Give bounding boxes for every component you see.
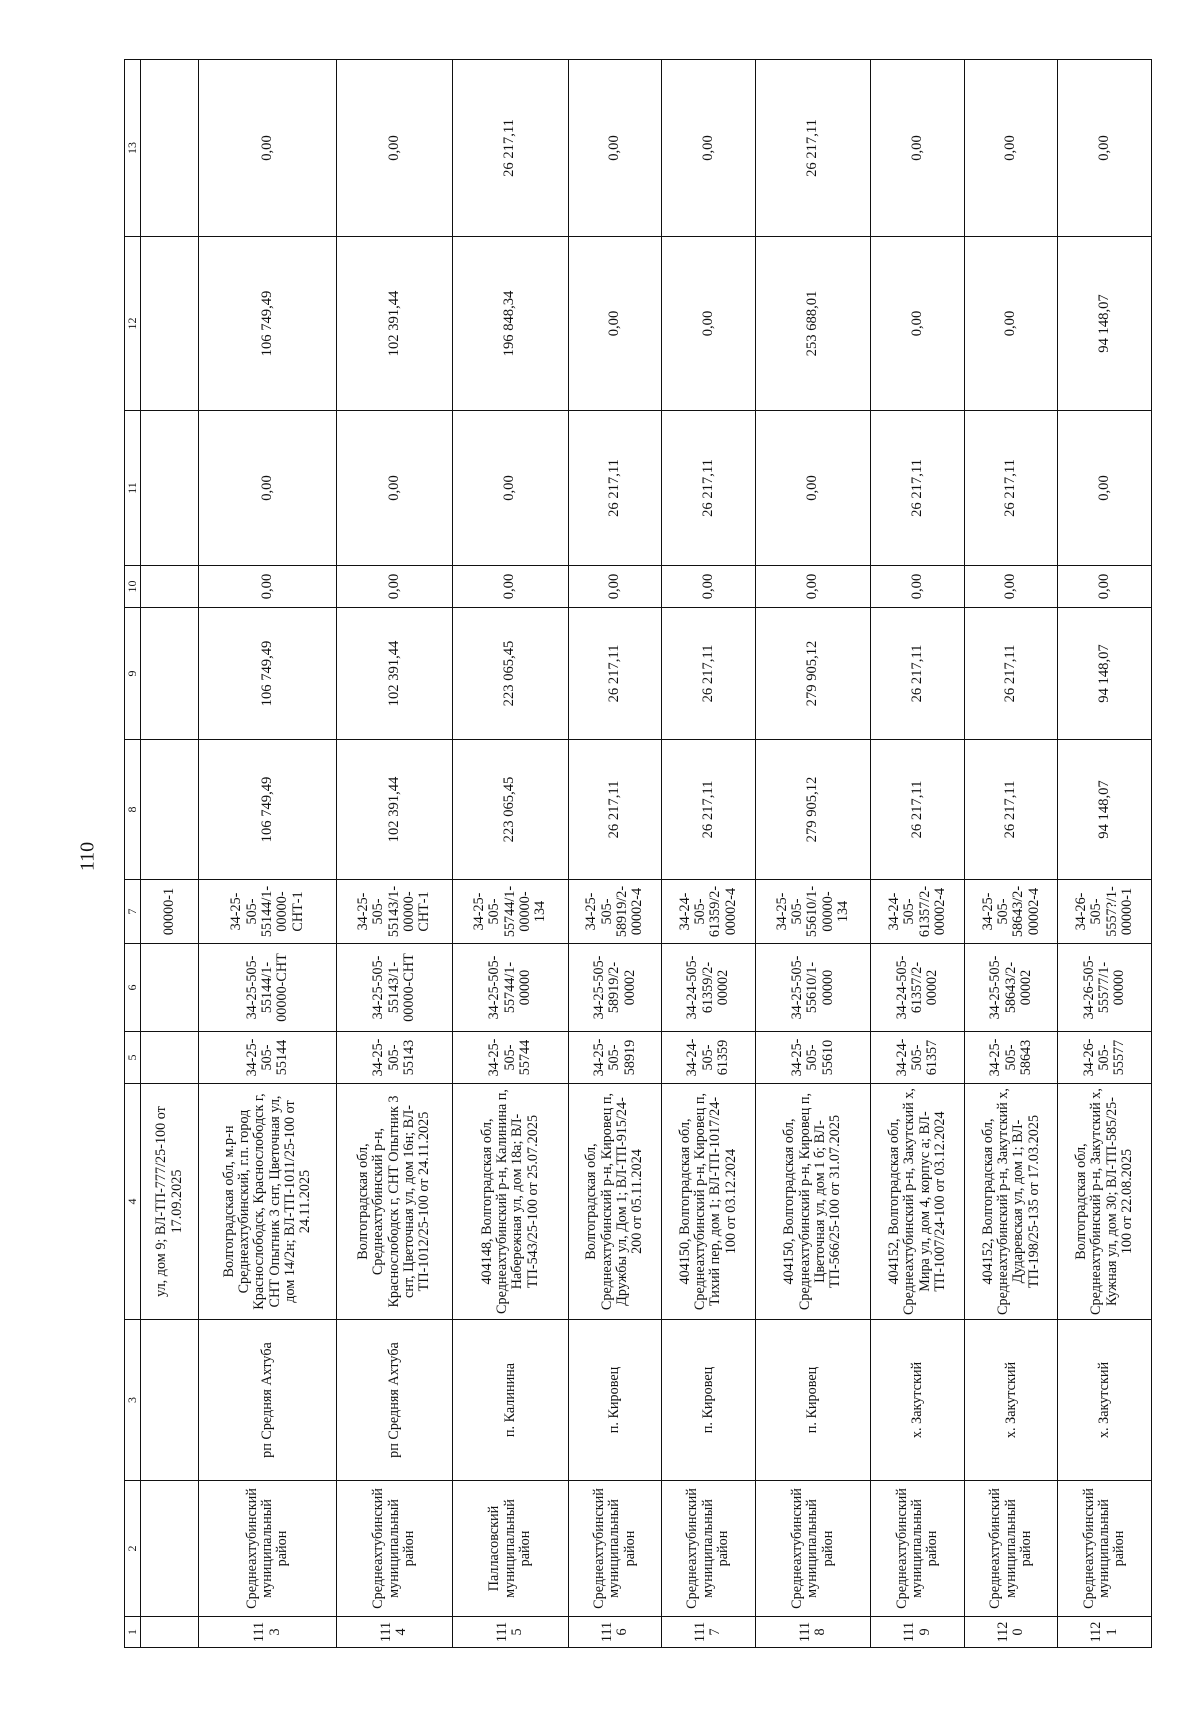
code-6-cell: 34-25-505-58643/2-00002 xyxy=(964,944,1058,1032)
cell xyxy=(141,237,199,411)
column-number: 1 xyxy=(125,1617,141,1648)
code-7-cell: 34-25-505-55144/1-00000-СНТ-1 xyxy=(199,880,337,944)
amount-10-cell: 0,00 xyxy=(755,566,871,608)
address-cell: 404150, Волгоградская обл, Среднеахтубинский р-н, Кировец п, Цветочная ул, дом 1 б; ВЛ-ТП-566/25-100 от 31.07.2025 xyxy=(755,1084,871,1320)
municipal-district-cell: Палласовский муниципальный район xyxy=(452,1481,568,1617)
column-number: 7 xyxy=(125,880,141,944)
code-5-cell: 34-25-505-58919 xyxy=(568,1032,662,1084)
amount-11-cell: 26 217,11 xyxy=(964,411,1058,566)
rotated-table-wrapper xyxy=(124,60,1152,1648)
page-number: 110 xyxy=(76,841,99,872)
amount-10-cell: 0,00 xyxy=(1058,566,1152,608)
code-7-cell: 34-25-505-55143/1-00000-СНТ-1 xyxy=(337,880,453,944)
table-row xyxy=(755,60,871,1648)
address-cell: Волгоградская обл, Среднеахтубинский р-н, Кировец п, Дружбы ул, Дом 1; ВЛ-ТП-915/24-200 от 05.11.2024 xyxy=(568,1084,662,1320)
amount-13-cell: 0,00 xyxy=(871,60,965,237)
cell xyxy=(141,1481,199,1617)
code-6-cell: 34-25-505-55744/1-00000 xyxy=(452,944,568,1032)
amount-13-cell: 0,00 xyxy=(568,60,662,237)
table-row xyxy=(337,60,453,1648)
code-6-cell: 34-25-505-58919/2-00002 xyxy=(568,944,662,1032)
table-row xyxy=(662,60,756,1648)
amount-11-cell: 0,00 xyxy=(755,411,871,566)
table-row xyxy=(452,60,568,1648)
amount-12-cell: 0,00 xyxy=(662,237,756,411)
code-6-cell: 34-25-505-55144/1-00000-СНТ xyxy=(199,944,337,1032)
amount-10-cell: 0,00 xyxy=(199,566,337,608)
municipal-district-cell: Среднеахтубинский муниципальный район xyxy=(871,1481,965,1617)
row-number-cell: 1121 xyxy=(1058,1617,1152,1648)
address-cell: Волгоградская обл, м.р-н Среднеахтубинский, г.п. город Краснослободск, Краснослободск г, СНТ Опытник 3 снт, Цветочная ул, дом 14/2н; ВЛ-ТП-1011/25-100 от 24.11.2025 xyxy=(199,1084,337,1320)
address-cell: Волгоградская обл, Среднеахтубинский р-н, Краснослободск г, СНТ Опытник 3 снт, Цветочная ул, дом 16н; ВЛ-ТП-1012/25-100 от 24.11.2025 xyxy=(337,1084,453,1320)
amount-12-cell: 106 749,49 xyxy=(199,237,337,411)
code-6-cell: 34-25-505-55143/1-00000-СНТ xyxy=(337,944,453,1032)
code-5-cell: 34-25-505-55610 xyxy=(755,1032,871,1084)
code-5-cell: 34-25-505-58643 xyxy=(964,1032,1058,1084)
code-5-cell: 34-25-505-55144 xyxy=(199,1032,337,1084)
amount-11-cell: 26 217,11 xyxy=(871,411,965,566)
amount-12-cell: 94 148,07 xyxy=(1058,237,1152,411)
amount-12-cell: 0,00 xyxy=(568,237,662,411)
code-6-cell: 34-25-505-55610/1-00000 xyxy=(755,944,871,1032)
amount-10-cell: 0,00 xyxy=(662,566,756,608)
municipal-district-cell: Среднеахтубинский муниципальный район xyxy=(199,1481,337,1617)
amount-12-cell: 102 391,44 xyxy=(337,237,453,411)
code-7-cell: 34-24-505-61357/2-00002-4 xyxy=(871,880,965,944)
amount-9-cell: 26 217,11 xyxy=(662,608,756,740)
amount-13-cell: 0,00 xyxy=(199,60,337,237)
cell xyxy=(141,1032,199,1084)
settlement-cell: х. Закутский xyxy=(1058,1320,1152,1481)
amount-9-cell: 26 217,11 xyxy=(568,608,662,740)
settlement-cell: рп Средняя Ахтуба xyxy=(199,1320,337,1481)
amount-11-cell: 0,00 xyxy=(452,411,568,566)
amount-13-cell: 0,00 xyxy=(662,60,756,237)
code-cell: 00000-1 xyxy=(141,880,199,944)
table-row xyxy=(871,60,965,1648)
continuation-row xyxy=(141,60,199,1648)
amount-9-cell: 26 217,11 xyxy=(871,608,965,740)
settlement-cell: х. Закутский xyxy=(964,1320,1058,1481)
code-7-cell: 34-25-505-55610/1-00000-134 xyxy=(755,880,871,944)
cell xyxy=(141,608,199,740)
code-5-cell: 34-25-505-55143 xyxy=(337,1032,453,1084)
cell xyxy=(141,944,199,1032)
amount-9-cell: 279 905,12 xyxy=(755,608,871,740)
settlement-cell: п. Кировец xyxy=(755,1320,871,1481)
amount-11-cell: 26 217,11 xyxy=(568,411,662,566)
code-6-cell: 34-26-505-55577/1-00000 xyxy=(1058,944,1152,1032)
amount-9-cell: 26 217,11 xyxy=(964,608,1058,740)
amount-12-cell: 0,00 xyxy=(964,237,1058,411)
column-number: 9 xyxy=(125,608,141,740)
municipal-district-cell: Среднеахтубинский муниципальный район xyxy=(662,1481,756,1617)
amount-13-cell: 0,00 xyxy=(964,60,1058,237)
column-number: 11 xyxy=(125,411,141,566)
cell xyxy=(141,1617,199,1648)
amount-11-cell: 0,00 xyxy=(337,411,453,566)
row-number-cell: 1117 xyxy=(662,1617,756,1648)
cell xyxy=(141,740,199,880)
code-7-cell: 34-25-505-58919/2-00002-4 xyxy=(568,880,662,944)
code-6-cell: 34-24-505-61359/2-00002 xyxy=(662,944,756,1032)
table-row xyxy=(568,60,662,1648)
row-number-cell: 1119 xyxy=(871,1617,965,1648)
amount-9-cell: 106 749,49 xyxy=(199,608,337,740)
address-cell: 404152, Волгоградская обл, Среднеахтубинский р-н, Закутский х, Дударевская ул, дом 1; ВЛ-ТП-198/25-135 от 17.03.2025 xyxy=(964,1084,1058,1320)
data-table xyxy=(124,59,1152,1648)
amount-8-cell: 279 905,12 xyxy=(755,740,871,880)
code-7-cell: 34-24-505-61359/2-00002-4 xyxy=(662,880,756,944)
settlement-cell: рп Средняя Ахтуба xyxy=(337,1320,453,1481)
address-cell: 404150, Волгоградская обл, Среднеахтубинский р-н, Кировец п, Тихий пер, дом 1; ВЛ-ТП-1017/24-100 от 03.12.2024 xyxy=(662,1084,756,1320)
address-cell: 404148, Волгоградская обл, Среднеахтубинский р-н, Калинина п, Набережная ул, дом 18а; ВЛ-ТП-543/25-100 от 25.07.2025 xyxy=(452,1084,568,1320)
settlement-cell: п. Калинина xyxy=(452,1320,568,1481)
amount-13-cell: 0,00 xyxy=(1058,60,1152,237)
amount-10-cell: 0,00 xyxy=(964,566,1058,608)
column-number: 3 xyxy=(125,1320,141,1481)
table-row xyxy=(199,60,337,1648)
column-number: 10 xyxy=(125,566,141,608)
row-number-cell: 1115 xyxy=(452,1617,568,1648)
cell xyxy=(141,60,199,237)
cell xyxy=(141,566,199,608)
amount-13-cell: 26 217,11 xyxy=(755,60,871,237)
amount-8-cell: 94 148,07 xyxy=(1058,740,1152,880)
row-number-cell: 1120 xyxy=(964,1617,1058,1648)
cell xyxy=(141,411,199,566)
amount-8-cell: 223 065,45 xyxy=(452,740,568,880)
settlement-cell: п. Кировец xyxy=(662,1320,756,1481)
amount-12-cell: 253 688,01 xyxy=(755,237,871,411)
settlement-cell: п. Кировец xyxy=(568,1320,662,1481)
row-number-cell: 1114 xyxy=(337,1617,453,1648)
amount-10-cell: 0,00 xyxy=(568,566,662,608)
code-5-cell: 34-24-505-61359 xyxy=(662,1032,756,1084)
amount-8-cell: 26 217,11 xyxy=(871,740,965,880)
amount-9-cell: 102 391,44 xyxy=(337,608,453,740)
municipal-district-cell: Среднеахтубинский муниципальный район xyxy=(568,1481,662,1617)
amount-8-cell: 102 391,44 xyxy=(337,740,453,880)
cell xyxy=(141,1320,199,1481)
code-5-cell: 34-25-505-55744 xyxy=(452,1032,568,1084)
code-7-cell: 34-25-505-55744/1-00000-134 xyxy=(452,880,568,944)
municipal-district-cell: Среднеахтубинский муниципальный район xyxy=(755,1481,871,1617)
column-number: 12 xyxy=(125,237,141,411)
column-number: 6 xyxy=(125,944,141,1032)
municipal-district-cell: Среднеахтубинский муниципальный район xyxy=(964,1481,1058,1617)
amount-10-cell: 0,00 xyxy=(337,566,453,608)
address-cell: 404152, Волгоградская обл, Среднеахтубинский р-н, Закутский х, Мира ул, дом 4, корпус а; ВЛ-ТП-1007/24-100 от 03.12.2024 xyxy=(871,1084,965,1320)
amount-11-cell: 26 217,11 xyxy=(662,411,756,566)
code-6-cell: 34-24-505-61357/2-00002 xyxy=(871,944,965,1032)
address-cell: Волгоградская обл, Среднеахтубинский р-н, Закутский х, Кужная ул, дом 30; ВЛ-ТП-585/25-100 от 22.08.2025 xyxy=(1058,1084,1152,1320)
amount-11-cell: 0,00 xyxy=(1058,411,1152,566)
row-number-cell: 1113 xyxy=(199,1617,337,1648)
column-number: 2 xyxy=(125,1481,141,1617)
column-number: 13 xyxy=(125,60,141,237)
amount-9-cell: 94 148,07 xyxy=(1058,608,1152,740)
row-number-cell: 1116 xyxy=(568,1617,662,1648)
code-5-cell: 34-26-505-55577 xyxy=(1058,1032,1152,1084)
table-row xyxy=(1058,60,1152,1648)
settlement-cell: х. Закутский xyxy=(871,1320,965,1481)
amount-9-cell: 223 065,45 xyxy=(452,608,568,740)
amount-12-cell: 196 848,34 xyxy=(452,237,568,411)
code-5-cell: 34-24-505-61357 xyxy=(871,1032,965,1084)
column-number: 4 xyxy=(125,1084,141,1320)
row-number-cell: 1118 xyxy=(755,1617,871,1648)
code-7-cell: 34-25-505-58643/2-00002-4 xyxy=(964,880,1058,944)
amount-8-cell: 106 749,49 xyxy=(199,740,337,880)
amount-11-cell: 0,00 xyxy=(199,411,337,566)
amount-8-cell: 26 217,11 xyxy=(964,740,1058,880)
amount-13-cell: 26 217,11 xyxy=(452,60,568,237)
amount-8-cell: 26 217,11 xyxy=(568,740,662,880)
municipal-district-cell: Среднеахтубинский муниципальный район xyxy=(337,1481,453,1617)
amount-10-cell: 0,00 xyxy=(452,566,568,608)
column-number-row xyxy=(125,60,141,1648)
column-number: 5 xyxy=(125,1032,141,1084)
code-7-cell: 34-26-505-5557?/1-00000-1 xyxy=(1058,880,1152,944)
table-row xyxy=(964,60,1058,1648)
amount-12-cell: 0,00 xyxy=(871,237,965,411)
address-cell: ул, дом 9; ВЛ-ТП-777/25-100 от 17.09.2025 xyxy=(141,1084,199,1320)
municipal-district-cell: Среднеахтубинский муниципальный район xyxy=(1058,1481,1152,1617)
amount-8-cell: 26 217,11 xyxy=(662,740,756,880)
column-number: 8 xyxy=(125,740,141,880)
amount-13-cell: 0,00 xyxy=(337,60,453,237)
amount-10-cell: 0,00 xyxy=(871,566,965,608)
